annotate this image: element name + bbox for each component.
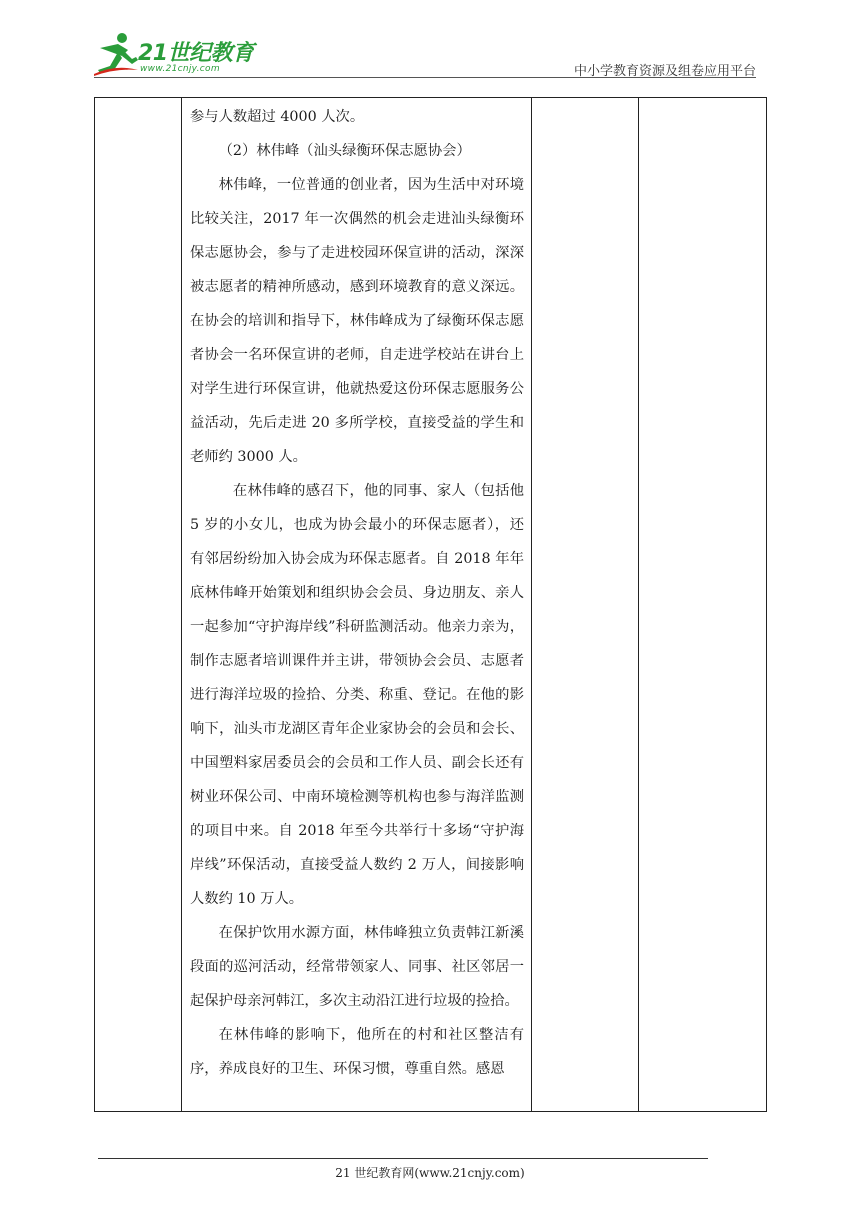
column-divider [531, 98, 532, 1111]
paragraph: 参与人数超过 4000 人次。 [190, 109, 365, 125]
logo [92, 30, 262, 78]
section-heading: （2）林伟峰（汕头绿衡环保志愿协会） [218, 143, 471, 159]
platform-title: 中小学教育资源及组卷应用平台 [573, 64, 756, 79]
logo-text: 21世纪教育 [138, 41, 254, 66]
header-divider [94, 77, 756, 78]
paragraph: 林伟峰，一位普通的创业者，因为生活中对环境比较关注，2017 年一次偶然的机会走进汕头绿衡环保志愿协会，参与了走进校园环保宣讲的活动，深深被志愿者的精神所感动，感到环境教育的意义深远。在协会的培训和指导下，林伟峰成为了绿衡环保志愿者协会一名环保宣讲的老师，自走进学校站在讲台上对学生进行环保宣讲，他就热爱这份环保志愿服务公益活动，先后走进 20 多所学校，直接受益的学生和老师约 3000 人。 [190, 177, 524, 465]
paragraph: 在保护饮用水源方面，林伟峰独立负责韩江新溪段面的巡河活动，经常带领家人、同事、社区邻居一起保护母亲河韩江，多次主动沿江进行垃圾的捡拾。 [190, 925, 524, 1009]
column-divider [638, 98, 639, 1111]
paragraph: 在林伟峰的感召下，他的同事、家人（包括他 5 岁的小女儿，也成为协会最小的环保志愿者），还有邻居纷纷加入协会成为环保志愿者。自 2018 年年底林伟峰开始策划和组织协会会员、身边朋友、亲人一起参加“守护海岸线”科研监测活动。他亲力亲为，制作志愿者培训课件并主讲，带领协会会员、志愿者进行海洋垃圾的捡拾、分类、称重、登记。在他的影响下，汕头市龙湖区青年企业家协会的会员和会长、中国塑料家居委员会的会员和工作人员、副会长还有树业环保公司、中南环境检测等机构也参与海洋监测的项目中来。自 2018 年至今共举行十多场“守护海岸线”环保活动，直接受益人数约 2 万人，间接影响人数约 10 万人。 [190, 483, 524, 907]
page-header [0, 0, 860, 80]
page-footer: 21 世纪教育网(www.21cnjy.com) [335, 1166, 525, 1180]
footer-divider [98, 1158, 708, 1159]
column-divider [181, 98, 182, 1111]
runner-logo-icon [92, 30, 140, 76]
logo-site: www.21cnjy.com [140, 64, 220, 74]
main-text-cell [190, 100, 524, 1086]
paragraph: 在林伟峰的影响下，他所在的村和社区整洁有序，养成良好的卫生、环保习惯，尊重自然。感恩 [190, 1027, 524, 1077]
